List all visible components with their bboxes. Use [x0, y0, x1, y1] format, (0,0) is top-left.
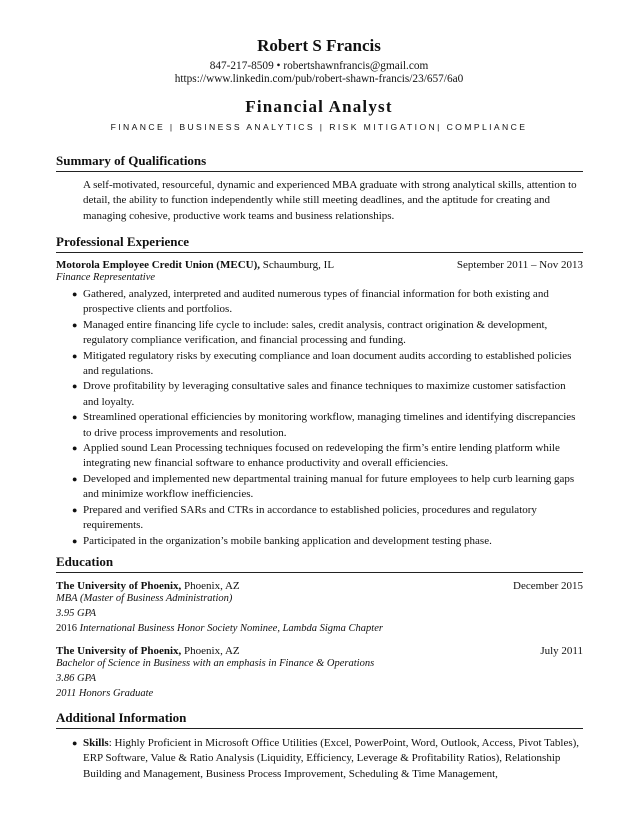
job-dates: September 2011 – Nov 2013 — [456, 259, 583, 271]
bullet-icon: ● — [72, 535, 78, 546]
list-item: ● Gathered, analyzed, interpreted and audited numerous types of financial information for both existing and prospective clients and portfolios. — [72, 288, 549, 316]
bullet-icon: ● — [72, 350, 78, 361]
list-item: ● Drove profitability by leveraging consultative sales and finance techniques to maximize customer satisfaction and loyalty. — [72, 380, 566, 408]
education-honor-year: 2016 — [56, 623, 77, 634]
list-item: ● Developed and implemented new departmental training manual for future employees to help curb learning gaps and minimize workflow inefficiencies. — [72, 472, 575, 501]
list-item: ● Participated in the organization’s mobile banking application and development testing phase. — [56, 534, 583, 549]
bullet-icon: ● — [72, 319, 78, 330]
contact-phone-email: 847-217-8509 • robertshawnfrancis@gmail.com — [209, 60, 429, 72]
list-item: ● Prepared and verified SARs and CTRs in accordance to established policies, procedures and regulatory requirements. — [72, 503, 537, 532]
education-location: Phoenix, AZ — [181, 580, 240, 592]
list-item: ● Mitigated regulatory risks by executing compliance and loan document audits according to established policies and regulations. — [72, 349, 572, 378]
job-role: Finance Representative — [56, 272, 156, 283]
job-header-row — [56, 259, 583, 273]
summary-heading: Summary of Qualifications — [56, 153, 583, 172]
education-school-line — [56, 580, 240, 592]
bullet-icon: ● — [72, 289, 78, 299]
education-gpa: 3.95 GPA — [56, 608, 97, 619]
bullet-icon: ● — [72, 738, 78, 748]
list-item: ● Managed entire financing life cycle to include: sales, credit analysis, contract origination & development, regulatory compliance verification, and financial processing and funding. — [72, 318, 548, 347]
contact-linkedin-url: https://www.linkedin.com/pub/robert-shawn-francis/23/657/6a0 — [174, 73, 464, 85]
bullet-icon: ● — [72, 381, 78, 392]
education-date: July 2011 — [540, 645, 583, 657]
job-bullet-list — [56, 287, 583, 549]
bullet-icon: ● — [72, 412, 78, 423]
summary-text: A self-motivated, resourceful, dynamic and experienced MBA graduate with strong analytical skills, attention to detail, the ability to function independently while still meeting deadlines, and the aptitude for creating and managing cohesive, productive work teams and business relationships. — [83, 179, 577, 222]
education-gpa: 3.86 GPA — [56, 673, 97, 684]
education-date: December 2015 — [513, 580, 583, 592]
additional-bullet-list — [56, 736, 583, 782]
specialty-tagline: FINANCE | BUSINESS ANALYTICS | RISK MITIGATION| COMPLIANCE — [110, 122, 528, 132]
list-item: ● Applied sound Lean Processing techniques focused on redeveloping the firm’s entire lending platform while integrating new financial software to enhance productivity and overall efficiencies. — [72, 442, 560, 470]
education-honor: 2011 Honors Graduate — [56, 688, 154, 699]
skills-label: Skills — [83, 737, 109, 749]
bullet-icon: ● — [72, 473, 78, 484]
job-title: Financial Analyst — [245, 97, 393, 116]
education-header-row — [56, 580, 583, 594]
job-employer: Motorola Employee Credit Union (MECU), — [56, 259, 260, 271]
education-location: Phoenix, AZ — [181, 645, 240, 657]
job-employer-line — [56, 259, 334, 271]
candidate-name: Robert S Francis — [257, 36, 381, 55]
education-school: The University of Phoenix, — [56, 645, 182, 657]
list-item — [56, 736, 583, 782]
education-degree: MBA (Master of Business Administration) — [56, 593, 233, 604]
education-honor: International Business Honor Society Nominee, Lambda Sigma Chapter — [77, 623, 383, 634]
education-header-row — [56, 645, 583, 659]
education-honor-line — [56, 623, 383, 634]
experience-heading: Professional Experience — [56, 234, 583, 253]
education-degree: Bachelor of Science in Business with an emphasis in Finance & Operations — [56, 658, 375, 669]
skills-text: : Highly Proficient in Microsoft Office Utilities (Excel, PowerPoint, Word, Outlook, Access, Pivot Tables), ERP Software, Value & Ratio Analysis (Liquidity, Efficiency, Leverage & Profitability Ratios), Relationship Building and Management, Business Process Improvement, Scheduling & Time Management, — [83, 737, 580, 780]
education-school-line — [56, 645, 240, 657]
education-school: The University of Phoenix, — [56, 580, 182, 592]
bullet-icon: ● — [72, 443, 78, 454]
additional-info-heading: Additional Information — [56, 710, 583, 729]
education-heading: Education — [56, 554, 583, 573]
list-item: ● Streamlined operational efficiencies by monitoring workflow, managing timelines and identifying discrepancies to drive process improvements and resolution. — [72, 411, 576, 439]
bullet-icon: ● — [72, 504, 78, 515]
job-location: Schaumburg, IL — [260, 259, 335, 271]
